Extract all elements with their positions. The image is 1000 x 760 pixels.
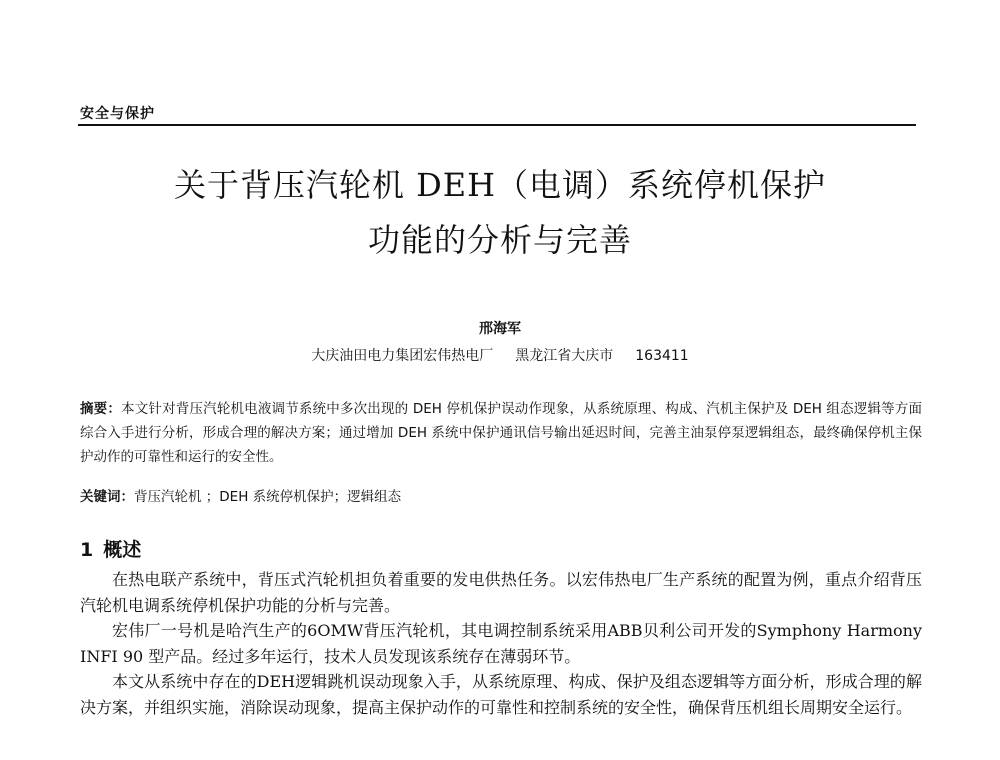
section-body <box>80 567 922 720</box>
keywords <box>80 485 401 505</box>
author-name: 邢海军 <box>479 321 521 337</box>
section-heading <box>80 535 141 562</box>
affiliation-location: 黑龙江省大庆市 <box>515 348 614 364</box>
abstract-text: 本文针对背压汽轮机电液调节系统中多次出现的 DEH 停机保护误动作现象，从系统原理、构成、汽机主保护及 DEH 组态逻辑等方面综合入手进行分析，形成合理的解决方案；通过增加 DEH 系统中保护通讯信号输出延迟时间，完善主油泵停泵逻辑组态，最终确保停机主保护动作的可靠性和运行的安全性。 <box>80 401 922 465</box>
paragraph: 在热电联产系统中，背压式汽轮机担负着重要的发电供热任务。以宏伟热电厂生产系统的配置为例，重点介绍背压汽轮机电调系统停机保护功能的分析与完善。 <box>80 570 922 615</box>
author-affiliation <box>0 345 1000 365</box>
section-label: 安全与保护 <box>80 106 155 122</box>
paper-title-line-1: 关于背压汽轮机 DEH（电调）系统停机保护 <box>173 166 827 204</box>
abstract-label: 摘要： <box>80 401 122 417</box>
header-rule <box>78 124 916 126</box>
paragraph: 宏伟厂一号机是哈汽生产的6OMW背压汽轮机，其电调控制系统采用ABB贝利公司开发的Symphony Harmony INFI 90 型产品。经过多年运行，技术人员发现该系统存在薄弱环节。 <box>80 621 922 666</box>
keywords-text: 背压汽轮机 ；DEH 系统停机保护；逻辑组态 <box>134 489 402 505</box>
affiliation-postcode: 163411 <box>635 348 689 364</box>
paper-title-line-2: 功能的分析与完善 <box>367 221 632 259</box>
paragraph: 本文从系统中存在的DEH逻辑跳机误动现象入手，从系统原理、构成、保护及组态逻辑等方面分析，形成合理的解决方案，并组织实施，消除误动现象，提高主保护动作的可靠性和控制系统的安全性，确保背压机组长周期安全运行。 <box>80 672 922 717</box>
affiliation-org: 大庆油田电力集团宏伟热电厂 <box>311 348 494 364</box>
section-number: 1 <box>80 539 94 561</box>
keywords-label: 关键词： <box>80 489 134 505</box>
section-title: 概述 <box>103 539 142 561</box>
abstract <box>80 397 922 469</box>
